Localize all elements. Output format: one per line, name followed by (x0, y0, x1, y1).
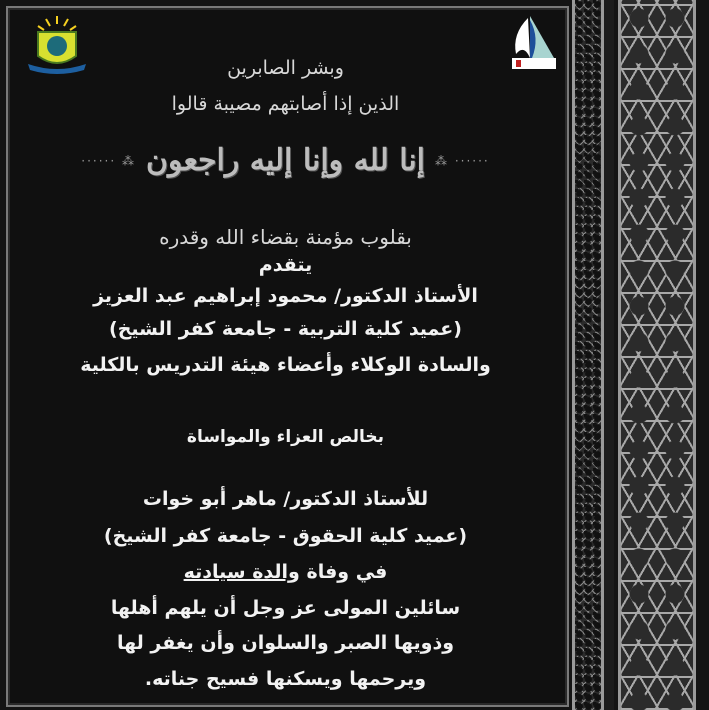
prayer-line-2: وذويها الصبر والسلوان وأن يغفر لها (116, 632, 455, 654)
calligraphy-verse: إنا لله وإنا إليه راجعون (145, 143, 426, 178)
occasion-text (6, 560, 565, 584)
strip-gap (604, 0, 614, 710)
presents-text: يتقدم (258, 254, 313, 276)
ornament-right: ⁂ ······ (435, 154, 490, 168)
occasion-prefix: في وفاة (306, 561, 388, 583)
occasion-underlined: والدة سيادته (183, 561, 300, 583)
sender-title: (عميد كلية التربية - جامعة كفر الشيخ) (109, 318, 462, 340)
prayer-line-3: ويرحمها ويسكنها فسيح جناته. (144, 668, 427, 690)
intro-text: بقلوب مؤمنة بقضاء الله وقدره (159, 225, 412, 249)
ornament-left: ······ ⁂ (81, 154, 136, 168)
condolence-text: بخالص العزاء والمواساة (186, 427, 385, 447)
recipient-title: (عميد كلية الحقوق - جامعة كفر الشيخ) (103, 525, 468, 547)
sender-staff: والسادة الوكلاء وأعضاء هيئة التدريس بالكلية (80, 354, 491, 376)
verse-line-1: وبشر الصابرين (227, 57, 344, 79)
ornament-strip-narrow (572, 0, 604, 710)
calligraphy-row (6, 136, 565, 186)
recipient-name: للأستاذ الدكتور/ ماهر أبو خوات (142, 488, 429, 510)
prayer-line-1: سائلين المولى عز وجل أن يلهم أهلها (110, 597, 461, 619)
sender-name: الأستاذ الدكتور/ محمود إبراهيم عبد العزيز (93, 285, 478, 307)
ornament-strip-wide (618, 0, 696, 710)
verse-line-2: الذين إذا أصابتهم مصيبة قالوا (171, 93, 400, 115)
